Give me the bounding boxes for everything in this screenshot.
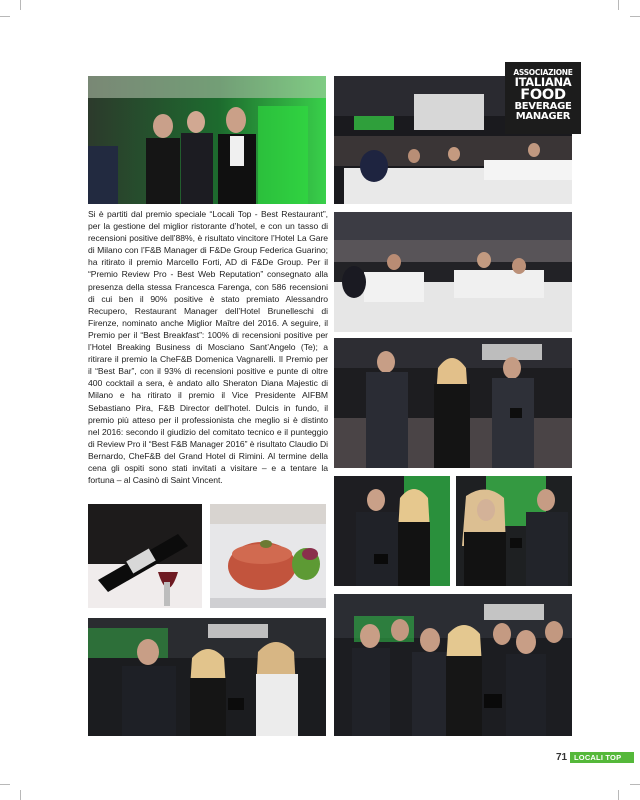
photo-group-winners [334, 594, 572, 736]
badge-line-2: ITALIANA [514, 75, 572, 89]
badge-line-1: ASSOCIAZIONE [513, 68, 573, 77]
photo-dining-tables [334, 212, 572, 332]
photo-tartare-dish [210, 504, 326, 608]
badge-line-4: BEVERAGE [514, 101, 572, 112]
crop-mark [630, 16, 640, 17]
article-body: Si è partiti dal premio speciale “Locali Top - Best Restaurant”, per la gestione del miglior ristorante d’hotel, e con un tasso di recensioni positive dell’88%, è risultato vincitore l’Hotel La Gare di Milano con l’F&B Manager di F&De Group Federica Guarino; ha ritirato il premio Marcello Forti, AD di F&De Group. Per il “Premio Review Pro - Best Web Reputation” consegnato alla presenza della stessa Francesca Farenga, con 586 recensioni di cui ben il 90% positive è stato premiato Alessandro Recupero, Restaurant Manager dell’Hotel Brunelleschi di Firenze, nominato anche Miglior Maître del 2016. A seguire, il Premio per il “Best Breakfast”: 100% di recensioni positive per l’Hotel Breaking Business di Mosciano Sant’Angelo (Te); a ritirare il premio la CheF&B Domenica Vagnarelli. Il Premio per il “Best Bar”, con il 93% di recensioni positive e punte di oltre 400 cocktail a sera, è andato allo Sheraton Diana Majestic di Milano e ha ritirato il premio il Vice Presidente AIFBM Sebastiano Pira, F&B Director dell’hotel. Dulcis in fundo, il premio più atteso per il professionista che meglio si è distinto nel 2016: secondo il giudizio del comitato tecnico e il punteggio di Review Pro il “Best F&B Manager 2016” è risultato Claudio Di Bernardo, CheF&B del Grand Hotel di Rimini. Al termine della cena gli ospiti sono stati invitati a visitare – e a tentare la fortuna – al Casinò di Saint Vincent. [88, 209, 328, 486]
crop-mark [0, 784, 10, 785]
badge-line-5: MANAGER [515, 111, 571, 122]
section-tag: LOCALI TOP [570, 752, 634, 763]
crop-mark [0, 16, 10, 17]
photo-wine-pour [88, 504, 202, 608]
photo-award-presentation [334, 338, 572, 468]
crop-mark [20, 0, 21, 10]
crop-mark [618, 790, 619, 800]
crop-mark [20, 790, 21, 800]
association-logo-badge [505, 62, 581, 134]
badge-line-3: FOOD [520, 87, 566, 103]
page-number: 71 [556, 752, 568, 763]
crop-mark [618, 0, 619, 10]
photo-interview-mic [456, 476, 572, 586]
photo-stage-presentation [88, 618, 326, 736]
photo-corridor-guests [88, 76, 326, 204]
crop-mark [630, 784, 640, 785]
photo-award-couple [334, 476, 450, 586]
